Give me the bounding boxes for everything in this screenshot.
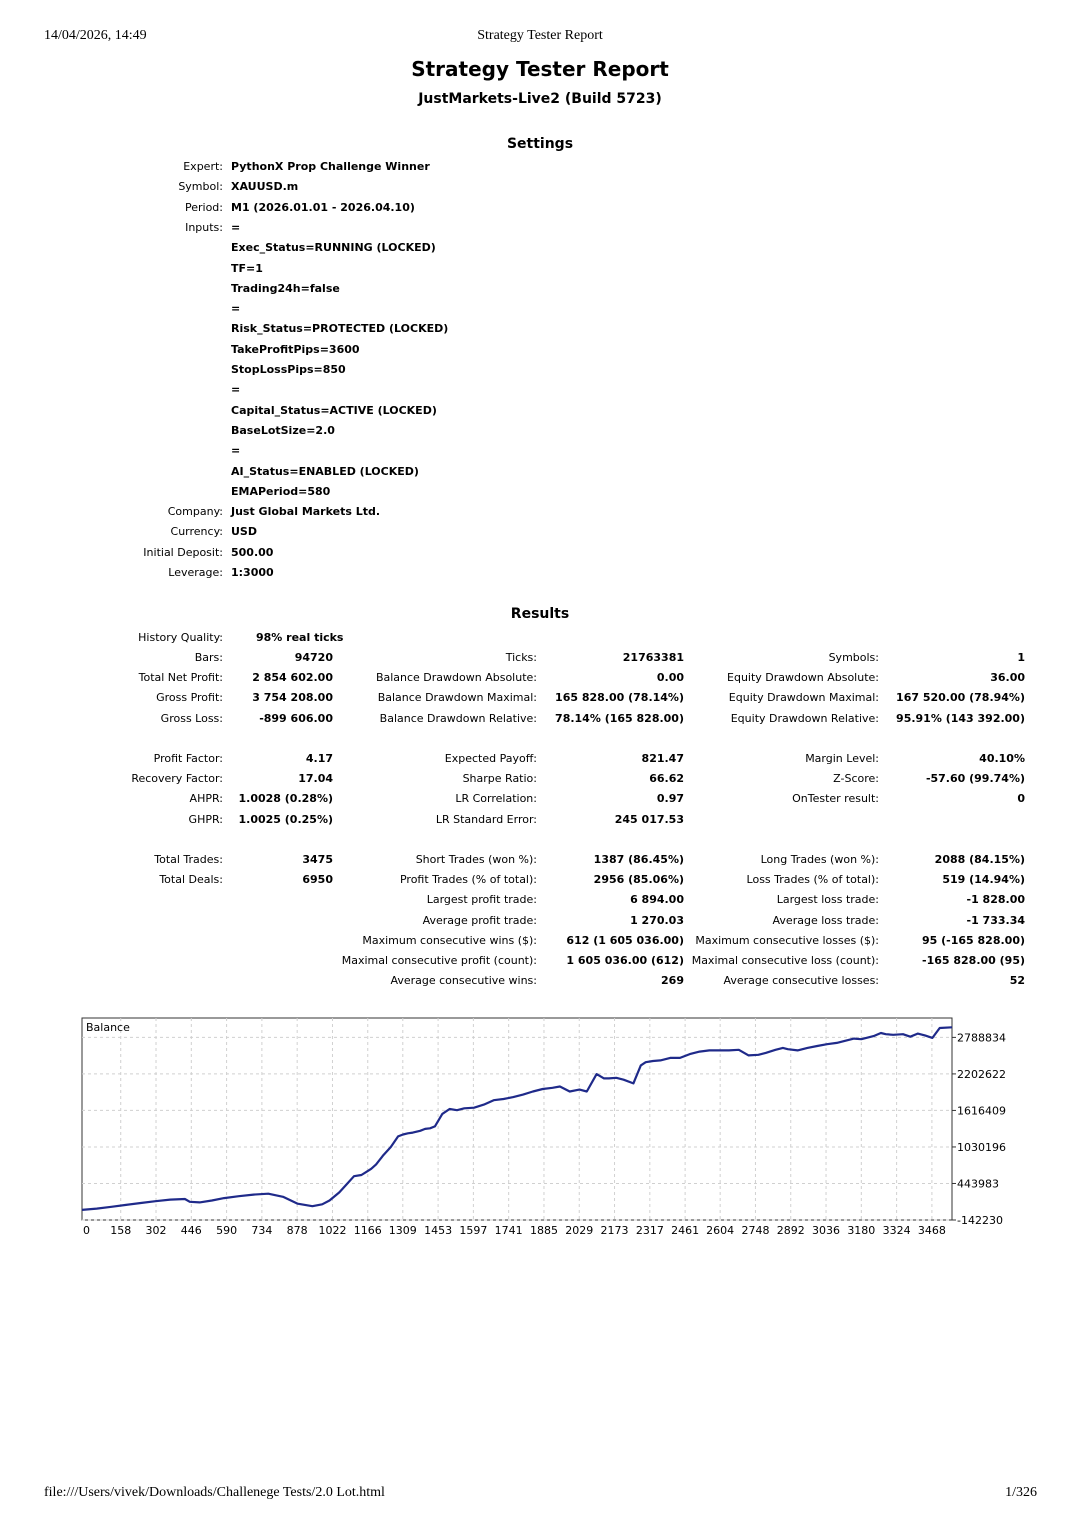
settings-value: 1:3000 [231, 566, 274, 579]
chart-x-tick-label: 1741 [494, 1224, 523, 1237]
results-value: 0.97 [656, 792, 684, 806]
settings-label: Expert: [183, 160, 223, 173]
results-value: 94720 [294, 651, 333, 664]
chart-x-tick-label: 3036 [812, 1224, 841, 1237]
chart-x-tick-label: 2461 [671, 1224, 700, 1237]
results-label: Equity Drawdown Relative: [730, 711, 879, 725]
chart-y-tick-label: 1030196 [957, 1140, 1006, 1154]
chart-y-tick-label: 443983 [957, 1177, 999, 1191]
print-footer-path: file:///Users/vivek/Downloads/Challenege Tests/2.0 Lot.html [44, 1485, 385, 1500]
settings-value: Trading24h=false [231, 281, 340, 295]
report-subtitle: JustMarkets-Live2 (Build 5723) [418, 91, 662, 107]
results-value: 0 [1017, 792, 1025, 806]
results-label: Average consecutive losses: [723, 974, 879, 988]
settings-label: Currency: [170, 525, 223, 539]
results-label: Short Trades (won %): [415, 853, 537, 866]
results-value: 245 017.53 [614, 812, 684, 826]
results-value: 17.04 [298, 772, 333, 786]
results-value: 1387 (86.45%) [593, 853, 684, 866]
chart-x-tick-label: 878 [286, 1224, 308, 1237]
settings-label: Period: [184, 200, 223, 214]
settings-value: = [231, 444, 241, 458]
settings-value: XAUUSD.m [231, 180, 299, 194]
chart-x-tick-label: 2748 [741, 1224, 770, 1237]
results-label: GHPR: [188, 812, 223, 826]
results-value: 165 828.00 (78.14%) [555, 691, 684, 705]
results-label: AHPR: [189, 792, 223, 806]
settings-value: = [231, 383, 241, 397]
chart-y-tick-label: -142230 [957, 1214, 1003, 1227]
settings-value: Risk_Status=PROTECTED (LOCKED) [231, 322, 449, 336]
results-value: 95.91% (143 392.00) [896, 711, 1025, 725]
chart-title: Balance [86, 1021, 130, 1034]
report-title: Strategy Tester Report [411, 57, 669, 81]
results-label: Average profit trade: [422, 913, 537, 927]
results-value: 1 [1017, 651, 1025, 664]
results-label: Sharpe Ratio: [462, 772, 537, 786]
balance-chart [0, 1010, 1080, 1250]
chart-x-tick-label: 2892 [776, 1224, 805, 1237]
results-label: Maximal consecutive profit (count): [341, 954, 537, 967]
results-label: Equity Drawdown Absolute: [727, 671, 879, 685]
chart-x-tick-label: 2029 [565, 1224, 594, 1237]
settings-label: Company: [167, 505, 223, 519]
settings-value: = [231, 220, 241, 234]
results-label: Expected Payoff: [444, 752, 537, 765]
settings-value: USD [231, 525, 257, 539]
settings-heading: Settings [506, 136, 574, 152]
settings-value: PythonX Prop Challenge Winner [231, 160, 430, 173]
chart-x-tick-label: 0 [83, 1224, 90, 1237]
history-quality-label: History Quality: [138, 631, 223, 644]
results-value: 3 754 208.00 [252, 691, 333, 705]
results-label: Gross Profit: [156, 691, 223, 705]
settings-label: Initial Deposit: [143, 545, 223, 559]
results-label: LR Correlation: [455, 792, 537, 806]
results-value: 21763381 [622, 651, 684, 664]
results-value: -1 733.34 [966, 913, 1025, 927]
settings-label: Symbol: [178, 180, 223, 194]
results-label: Equity Drawdown Maximal: [728, 691, 879, 705]
results-label: Balance Drawdown Maximal: [377, 691, 537, 705]
results-value: 1 605 036.00 (612) [566, 954, 684, 967]
chart-y-tick-label: 1616409 [957, 1104, 1006, 1118]
results-label: Recovery Factor: [131, 772, 223, 786]
results-value: 1.0025 (0.25%) [238, 812, 333, 826]
print-header-datetime: 14/04/2026, 14:49 [44, 28, 147, 43]
chart-x-tick-label: 1309 [388, 1224, 417, 1237]
chart-x-tick-label: 3468 [917, 1224, 946, 1237]
results-value: 40.10% [979, 752, 1025, 765]
chart-x-tick-label: 158 [110, 1224, 132, 1237]
settings-value: Just Global Markets Ltd. [231, 505, 381, 519]
results-label: Long Trades (won %): [760, 853, 879, 866]
results-value: 519 (14.94%) [942, 873, 1025, 887]
print-footer-page: 1/326 [1005, 1485, 1037, 1500]
results-value: 36.00 [990, 671, 1025, 685]
chart-x-tick-label: 1022 [318, 1224, 347, 1237]
results-label: Ticks: [505, 651, 537, 664]
chart-x-tick-label: 734 [251, 1224, 273, 1237]
settings-value: TakeProfitPips=3600 [231, 342, 360, 356]
results-value: 269 [661, 974, 684, 988]
settings-value: Exec_Status=RUNNING (LOCKED) [231, 241, 436, 255]
print-header-title: Strategy Tester Report [477, 28, 603, 43]
chart-x-tick-label: 2604 [706, 1224, 735, 1237]
chart-x-tick-label: 302 [145, 1224, 167, 1237]
results-label: Average consecutive wins: [390, 974, 537, 988]
results-label: Symbols: [828, 651, 879, 664]
results-label: Balance Drawdown Absolute: [375, 671, 537, 685]
results-label: Maximum consecutive wins ($): [362, 933, 537, 947]
history-quality-value: 98% real ticks [256, 631, 344, 644]
settings-label: Leverage: [168, 566, 223, 579]
results-heading: Results [510, 606, 570, 622]
results-value: 66.62 [649, 772, 684, 786]
settings-value: StopLossPips=850 [231, 363, 346, 376]
results-label: Profit Factor: [153, 752, 223, 765]
results-value: -899 606.00 [259, 711, 333, 725]
chart-y-tick-label: 2788834 [957, 1031, 1006, 1045]
results-label: Total Deals: [159, 873, 223, 887]
results-label: Largest profit trade: [426, 893, 537, 907]
chart-x-tick-label: 590 [216, 1224, 238, 1237]
results-label: Gross Loss: [160, 711, 223, 725]
results-label: Bars: [194, 651, 223, 664]
results-value: 4.17 [305, 752, 333, 765]
settings-value: BaseLotSize=2.0 [231, 423, 335, 437]
results-label: LR Standard Error: [435, 812, 537, 826]
results-label: Total Trades: [154, 853, 223, 866]
results-value: 52 [1009, 974, 1025, 988]
settings-value: AI_Status=ENABLED (LOCKED) [231, 464, 419, 478]
chart-frame [82, 1018, 952, 1220]
results-label: Largest loss trade: [776, 893, 879, 907]
settings-value: EMAPeriod=580 [231, 484, 331, 498]
results-label: Z-Score: [833, 772, 879, 786]
results-value: 6 894.00 [630, 893, 684, 907]
chart-x-tick-label: 446 [180, 1224, 202, 1237]
results-value: 821.47 [641, 752, 684, 765]
chart-x-tick-label: 3180 [847, 1224, 876, 1237]
results-label: Loss Trades (% of total): [746, 873, 879, 887]
results-label: Maximum consecutive losses ($): [695, 933, 879, 947]
results-value: 2088 (84.15%) [934, 853, 1025, 866]
results-value: -165 828.00 (95) [922, 954, 1025, 967]
settings-value: M1 (2026.01.01 - 2026.04.10) [231, 200, 415, 214]
settings-value: 500.00 [231, 545, 274, 559]
results-label: Maximal consecutive loss (count): [691, 954, 879, 967]
results-value: 1.0028 (0.28%) [238, 792, 333, 806]
chart-x-tick-label: 1166 [353, 1224, 382, 1237]
results-label: Profit Trades (% of total): [399, 873, 537, 887]
results-value: 2956 (85.06%) [593, 873, 684, 887]
chart-y-tick-label: 2202622 [957, 1067, 1006, 1081]
settings-value: Capital_Status=ACTIVE (LOCKED) [231, 403, 437, 417]
results-value: 78.14% (165 828.00) [555, 711, 684, 725]
results-value: 0.00 [656, 671, 684, 685]
results-value: -57.60 (99.74%) [925, 772, 1025, 786]
chart-x-tick-label: 2173 [600, 1224, 629, 1237]
results-value: 2 854 602.00 [252, 671, 333, 685]
results-label: OnTester result: [792, 792, 879, 806]
results-value: 6950 [302, 873, 333, 887]
chart-x-tick-label: 2317 [635, 1224, 664, 1237]
results-value: 95 (-165 828.00) [922, 933, 1025, 947]
results-label: Total Net Profit: [138, 671, 223, 685]
results-value: -1 828.00 [966, 893, 1025, 907]
settings-value: TF=1 [231, 261, 263, 275]
chart-x-tick-label: 1453 [424, 1224, 453, 1237]
results-value: 1 270.03 [630, 913, 684, 927]
settings-value: = [231, 302, 241, 316]
chart-x-tick-label: 1597 [459, 1224, 488, 1237]
results-value: 612 (1 605 036.00) [566, 933, 684, 947]
results-value: 3475 [302, 853, 333, 866]
chart-x-tick-label: 3324 [882, 1224, 911, 1237]
results-label: Margin Level: [805, 752, 879, 765]
settings-label: Inputs: [185, 220, 223, 234]
results-label: Average loss trade: [772, 913, 879, 927]
results-label: Balance Drawdown Relative: [379, 711, 537, 725]
chart-x-tick-label: 1885 [529, 1224, 558, 1237]
results-value: 167 520.00 (78.94%) [896, 691, 1025, 705]
